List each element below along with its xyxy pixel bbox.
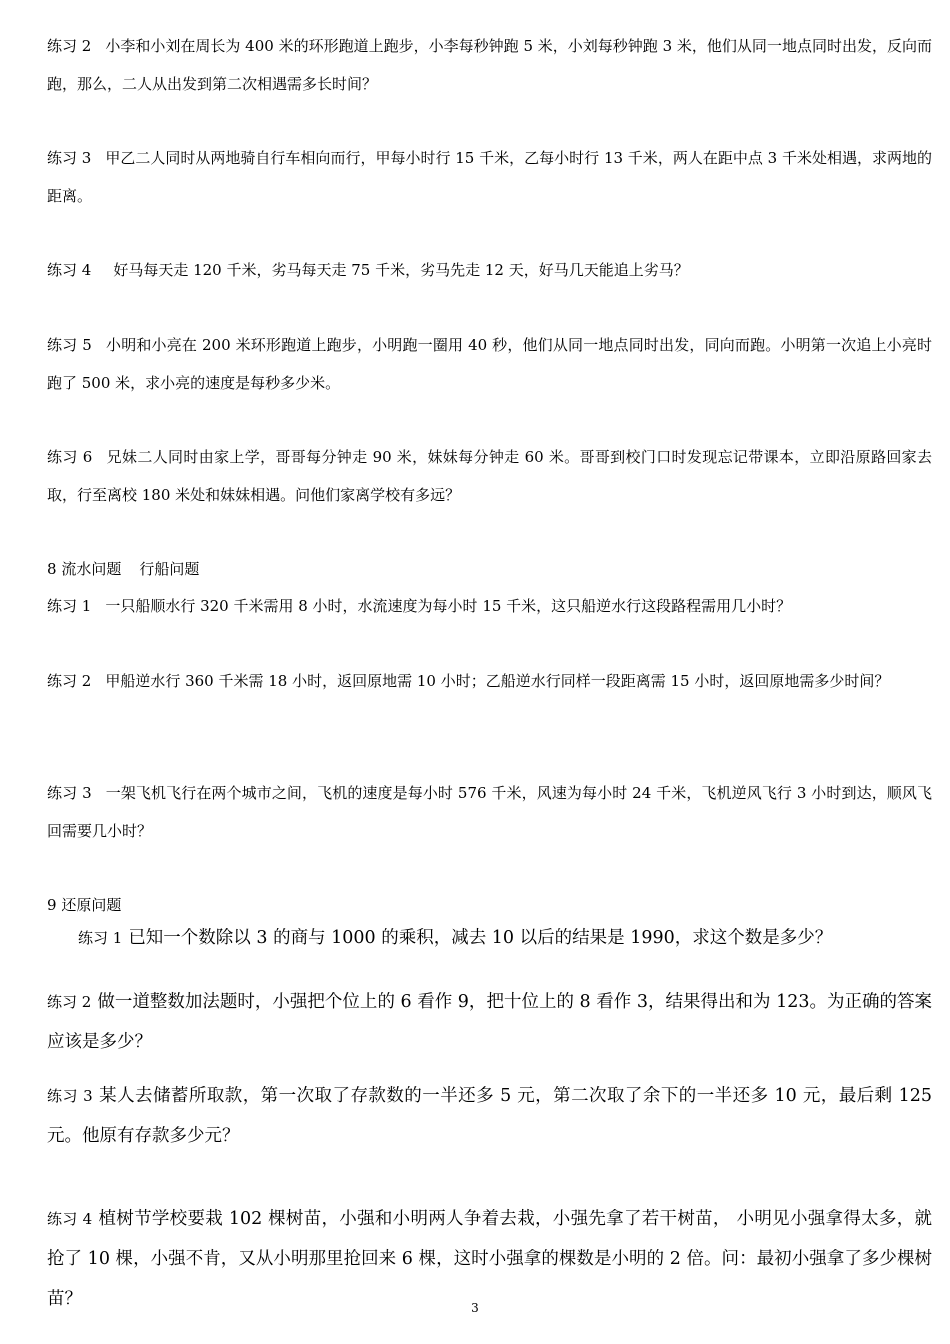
exercise-7-5 xyxy=(47,326,932,402)
exercise-text: 某人去储蓄所取款，第一次取了存款数的一半还多 5 元，第二次取了余下的一半还多 10 元，最后剩 125 元。他原有存款多少元？ xyxy=(47,1086,932,1146)
section-title: 流水问题 xyxy=(61,560,122,578)
exercise-7-3 xyxy=(47,139,932,215)
exercise-9-3 xyxy=(47,1076,932,1156)
page-number: 3 xyxy=(471,1301,479,1315)
exercise-label: 练习 4 xyxy=(47,261,92,279)
exercise-label: 练习 2 xyxy=(47,37,92,55)
exercise-7-4 xyxy=(47,251,932,289)
exercise-7-6 xyxy=(47,438,932,514)
section-title: 还原问题 xyxy=(61,896,122,914)
exercise-text: 已知一个数除以 3 的商与 1000 的乘积，减去 10 以后的结果是 1990，求这个数是多少？ xyxy=(128,928,833,948)
exercise-text: 甲乙二人同时从两地骑自行车相向而行，甲每小时行 15 千米，乙每小时行 13 千米，两人在距中点 3 千米处相遇，求两地的距离。 xyxy=(47,149,933,205)
section-heading-8 xyxy=(47,557,199,581)
exercise-text: 做一道整数加法题时，小强把个位上的 6 看作 9，把十位上的 8 看作 3，结果得出和为 123。为正确的答案应该是多少？ xyxy=(47,992,933,1052)
section-subtitle: 行船问题 xyxy=(139,560,200,578)
section-heading-9 xyxy=(47,893,121,917)
exercise-text: 一架飞机飞行在两个城市之间，飞机的速度是每小时 576 千米，风速为每小时 24 千米，飞机逆风飞行 3 小时到达，顺风飞回需要几小时？ xyxy=(47,784,933,840)
exercise-label: 练习 2 xyxy=(47,993,92,1011)
exercise-text: 小明和小亮在 200 米环形跑道上跑步，小明跑一圈用 40 秒，他们从同一地点同时出发，同向而跑。小明第一次追上小亮时跑了 500 米，求小亮的速度是每秒多少米。 xyxy=(47,336,933,392)
section-number: 9 xyxy=(47,896,57,914)
exercise-label: 练习 3 xyxy=(47,784,92,802)
exercise-7-2 xyxy=(47,27,932,103)
exercise-text: 好马每天走 120 千米，劣马每天走 75 千米，劣马先走 12 天，好马几天能追上劣马？ xyxy=(113,261,689,279)
exercise-8-3 xyxy=(47,774,932,850)
exercise-text: 小李和小刘在周长为 400 米的环形跑道上跑步，小李每秒钟跑 5 米，小刘每秒钟跑 3 米，他们从同一地点同时出发，反向而跑，那么，二人从出发到第二次相遇需多长时间？ xyxy=(47,37,933,93)
exercise-label: 练习 2 xyxy=(47,672,92,690)
exercise-9-2 xyxy=(47,982,932,1062)
exercise-label: 练习 6 xyxy=(47,448,93,466)
exercise-text: 兄妹二人同时由家上学，哥哥每分钟走 90 米，妹妹每分钟走 60 米。哥哥到校门口时发现忘记带课本，立即沿原路回家去取，行至离校 180 米处和妹妹相遇。问他们家离学校有多远？ xyxy=(47,448,932,504)
exercise-label: 练习 3 xyxy=(47,1087,93,1105)
exercise-text: 植树节学校要栽 102 棵树苗，小强和小明两人争着去栽，小强先拿了若干树苗， 小明见小强拿得太多，就抢了 10 棵，小强不肯，又从小明那里抢回来 6 棵，这时小强拿的棵数是小明的 2 倍。问：最初小强拿了多少棵树苗？ xyxy=(47,1209,932,1309)
exercise-label: 练习 4 xyxy=(47,1210,93,1228)
exercise-text: 一只船顺水行 320 千米需用 8 小时，水流速度为每小时 15 千米，这只船逆水行这段路程需用几小时？ xyxy=(105,597,792,615)
exercise-label: 练习 1 xyxy=(47,597,92,615)
exercise-8-2 xyxy=(47,662,932,700)
exercise-label: 练习 1 xyxy=(78,929,123,947)
exercise-8-1 xyxy=(47,587,932,625)
exercise-label: 练习 3 xyxy=(47,149,92,167)
exercise-label: 练习 5 xyxy=(47,336,92,354)
exercise-9-1 xyxy=(78,918,928,958)
section-number: 8 xyxy=(47,560,57,578)
exercise-text: 甲船逆水行 360 千米需 18 小时，返回原地需 10 小时；乙船逆水行同样一段距离需 15 小时，返回原地需多少时间？ xyxy=(105,672,890,690)
